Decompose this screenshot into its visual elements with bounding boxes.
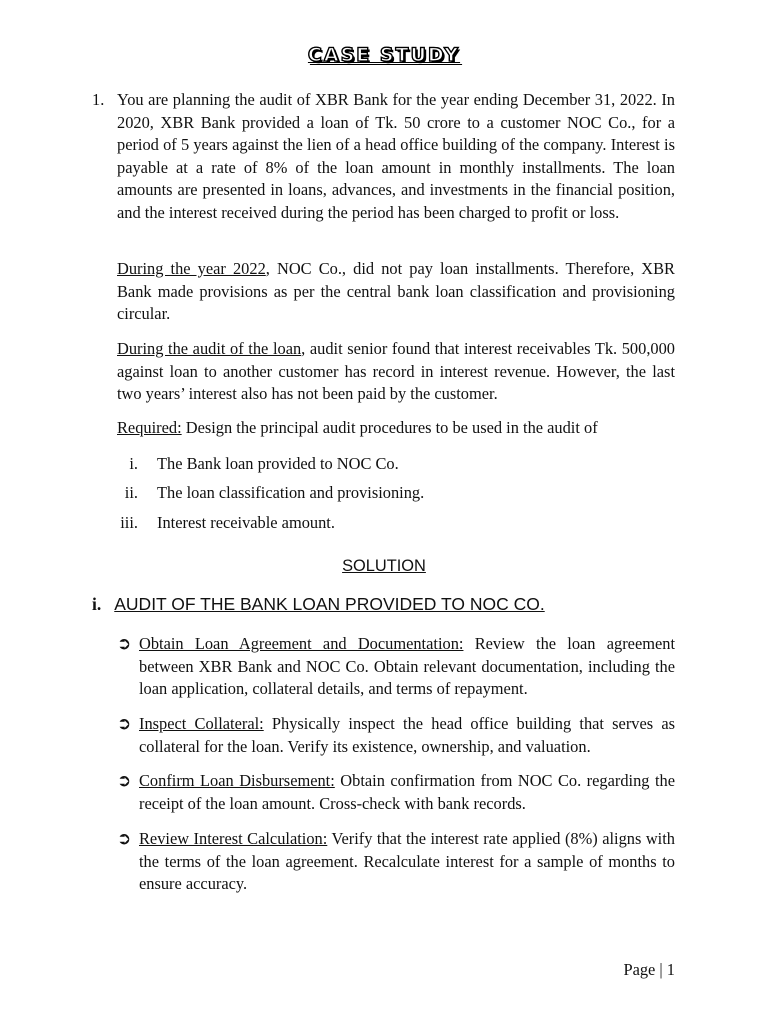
arrow-bullet-icon: ➲ — [117, 714, 132, 734]
bullet-text: Obtain confirmation from NOC Co. regarding the receipt of the loan amount. Cross-check with bank records. — [139, 771, 675, 813]
arrow-bullet-icon: ➲ — [117, 634, 132, 654]
procedure-bullet — [139, 828, 675, 896]
section-title: AUDIT OF THE BANK LOAN PROVIDED TO NOC CO. — [114, 594, 545, 614]
requirement-number: i. — [129, 454, 138, 473]
paragraph-3-rest: , audit senior found that interest receivables Tk. 500,000 against loan to another customer has record in interest revenue. However, the last two years’ interest also has not been paid by the customer. — [117, 339, 675, 404]
procedure-bullet — [139, 633, 675, 701]
paragraph-2-rest: , NOC Co., did not pay loan installments. Therefore, XBR Bank made provisions as per the central bank loan classification and provisioning circular. — [117, 259, 675, 324]
required-label: Required: — [117, 418, 182, 437]
bullet-lead: Obtain Loan Agreement and Documentation: — [139, 634, 464, 653]
bullet-text: Review the loan agreement between XBR Bank and NOC Co. Obtain relevant documentation, including the loan application, collateral details, and terms of repayment. — [139, 634, 675, 699]
requirement-text: The loan classification and provisioning. — [157, 483, 425, 502]
question-paragraph-2 — [117, 258, 675, 326]
question-number: 1. — [92, 90, 105, 109]
requirement-text: The Bank loan provided to NOC Co. — [157, 454, 399, 473]
page-number: Page | 1 — [623, 960, 675, 979]
requirement-number: ii. — [124, 483, 138, 502]
bullet-text: Physically inspect the head office building that serves as collateral for the loan. Verify its existence, ownership, and valuation. — [139, 714, 676, 756]
requirement-number: iii. — [120, 513, 138, 532]
bullet-text: Verify that the interest rate applied (8%) aligns with the terms of the loan agreement. Recalculate interest for a sample of months to ensure accuracy. — [139, 829, 675, 894]
required-text: Design the principal audit procedures to be used in the audit of — [181, 418, 598, 437]
procedure-bullet — [139, 770, 675, 815]
paragraph-3-lead: During the audit of the loan — [117, 339, 302, 358]
procedure-bullet — [139, 713, 675, 758]
arrow-bullet-icon: ➲ — [117, 771, 132, 791]
bullet-lead: Confirm Loan Disbursement: — [139, 771, 335, 790]
section-heading — [92, 594, 545, 615]
required-line — [117, 417, 675, 440]
bullet-lead: Inspect Collateral: — [139, 714, 264, 733]
solution-heading: SOLUTION — [342, 557, 426, 575]
question-paragraph-1: You are planning the audit of XBR Bank for the year ending December 31, 2022. In 2020, XBR Bank provided a loan of Tk. 50 crore to a customer NOC Co., for a period of 5 years against the lien of a head office building of the company. Interest is payable at a rate of 8% of the loan amount in monthly installments. The loan amounts are presented in loans, advances, and investments in the financial position, and the interest received during the period has been charged to profit or loss. — [117, 90, 675, 222]
requirement-text: Interest receivable amount. — [157, 513, 335, 532]
question-paragraph-3 — [117, 338, 675, 406]
section-number: i. — [92, 594, 102, 614]
bullet-lead: Review Interest Calculation: — [139, 829, 328, 848]
paragraph-2-lead: During the year 2022 — [117, 259, 266, 278]
case-study-title: CASE STUDY — [307, 44, 461, 66]
arrow-bullet-icon: ➲ — [117, 829, 132, 849]
